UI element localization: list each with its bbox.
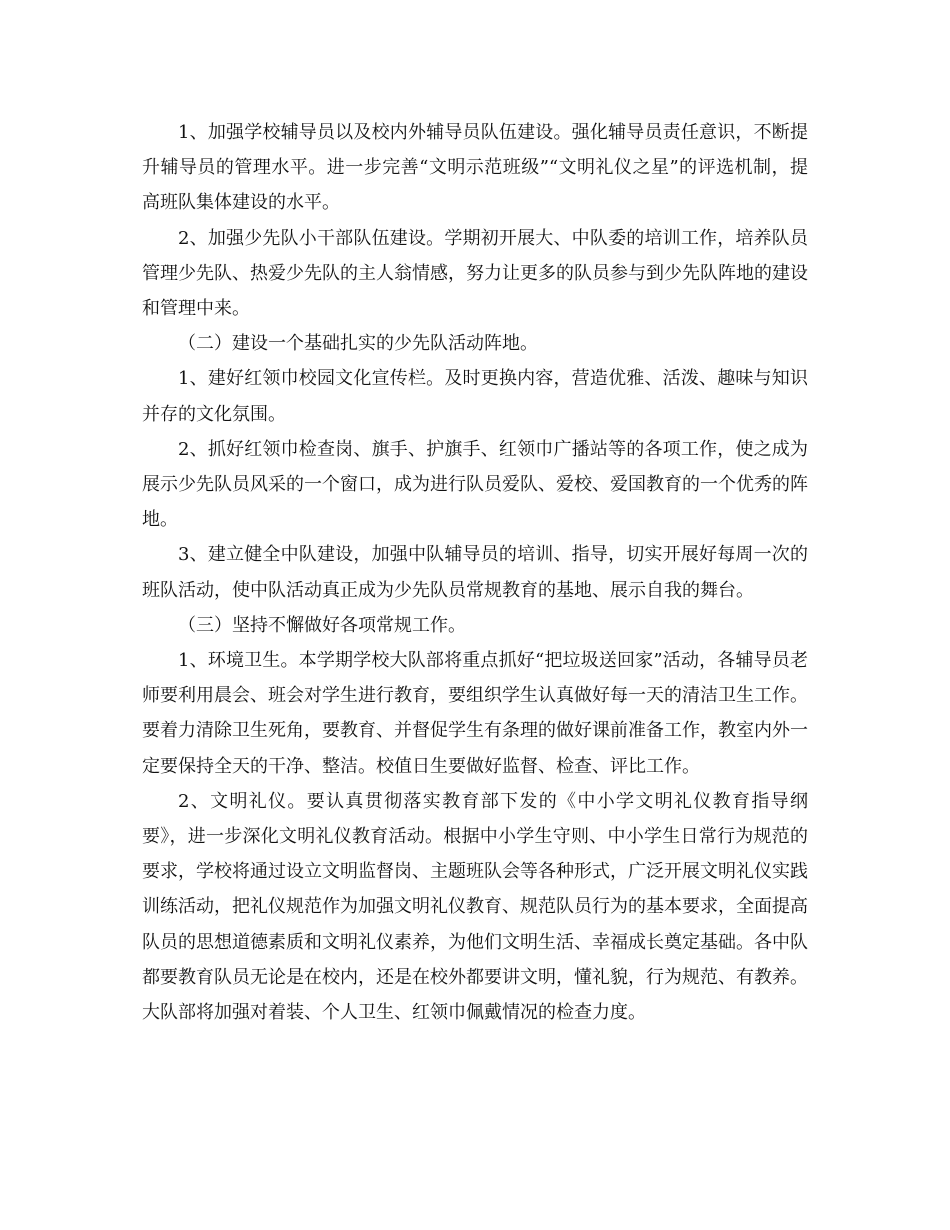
paragraph-environment-hygiene: 1、环境卫生。本学期学校大队部将重点抓好“把垃圾送回家”活动，各辅导员老师要利用晨会、班会对学生进行教育，要组织学生认真做好每一天的清洁卫生工作。要着力清除卫生死角，要教育、并督促学生有条理的做好课前准备工作，教室内外一定要保持全天的干净、整洁。校值日生要做好监督、检查、评比工作。 <box>142 650 808 777</box>
paragraph-cadre-team: 2、加强少先队小干部队伍建设。学期初开展大、中队委的培训工作，培养队员管理少先队、热爱少先队的主人翁情感，努力让更多的队员参与到少先队阵地的建设和管理中来。 <box>142 227 808 320</box>
paragraph-counselor-team: 1、加强学校辅导员以及校内外辅导员队伍建设。强化辅导员责任意识，不断提升辅导员的管理水平。进一步完善“文明示范班级”“文明礼仪之星”的评选机制，提高班队集体建设的水平。 <box>142 122 808 214</box>
paragraph-inspection-posts: 2、抓好红领巾检查岗、旗手、护旗手、红领巾广播站等的各项工作，使之成为展示少先队员风采的一个窗口，成为进行队员爱队、爱校、爱国教育的一个优秀的阵地。 <box>142 438 808 531</box>
section-heading-activity-base: （二）建设一个基础扎实的少先队活动阵地。 <box>178 333 538 355</box>
section-heading-routine-work: （三）坚持不懈做好各项常规工作。 <box>178 614 466 636</box>
paragraph-squad-building: 3、建立健全中队建设，加强中队辅导员的培训、指导，切实开展好每周一次的班队活动，使中队活动真正成为少先队员常规教育的基地、展示自我的舞台。 <box>142 544 808 601</box>
document-page <box>142 115 808 1030</box>
paragraph-bulletin-board: 1、建好红领巾校园文化宣传栏。及时更换内容，营造优雅、活泼、趣味与知识并存的文化氛围。 <box>142 368 808 425</box>
paragraph-civility-etiquette: 2、文明礼仪。要认真贯彻落实教育部下发的《中小学文明礼仪教育指导纲要》，进一步深化文明礼仪教育活动。根据中小学生守则、中小学生日常行为规范的要求，学校将通过设立文明监督岗、主题班队会等各种形式，广泛开展文明礼仪实践训练活动，把礼仪规范作为加强文明礼仪教育、规范队员行为的基本要求，全面提高队员的思想道德素质和文明礼仪素养，为他们文明生活、幸福成长奠定基础。各中队都要教育队员无论是在校内，还是在校外都要讲文明，懂礼貌，行为规范、有教养。大队部将加强对着装、个人卫生、红领巾佩戴情况的检查力度。 <box>142 790 808 1024</box>
